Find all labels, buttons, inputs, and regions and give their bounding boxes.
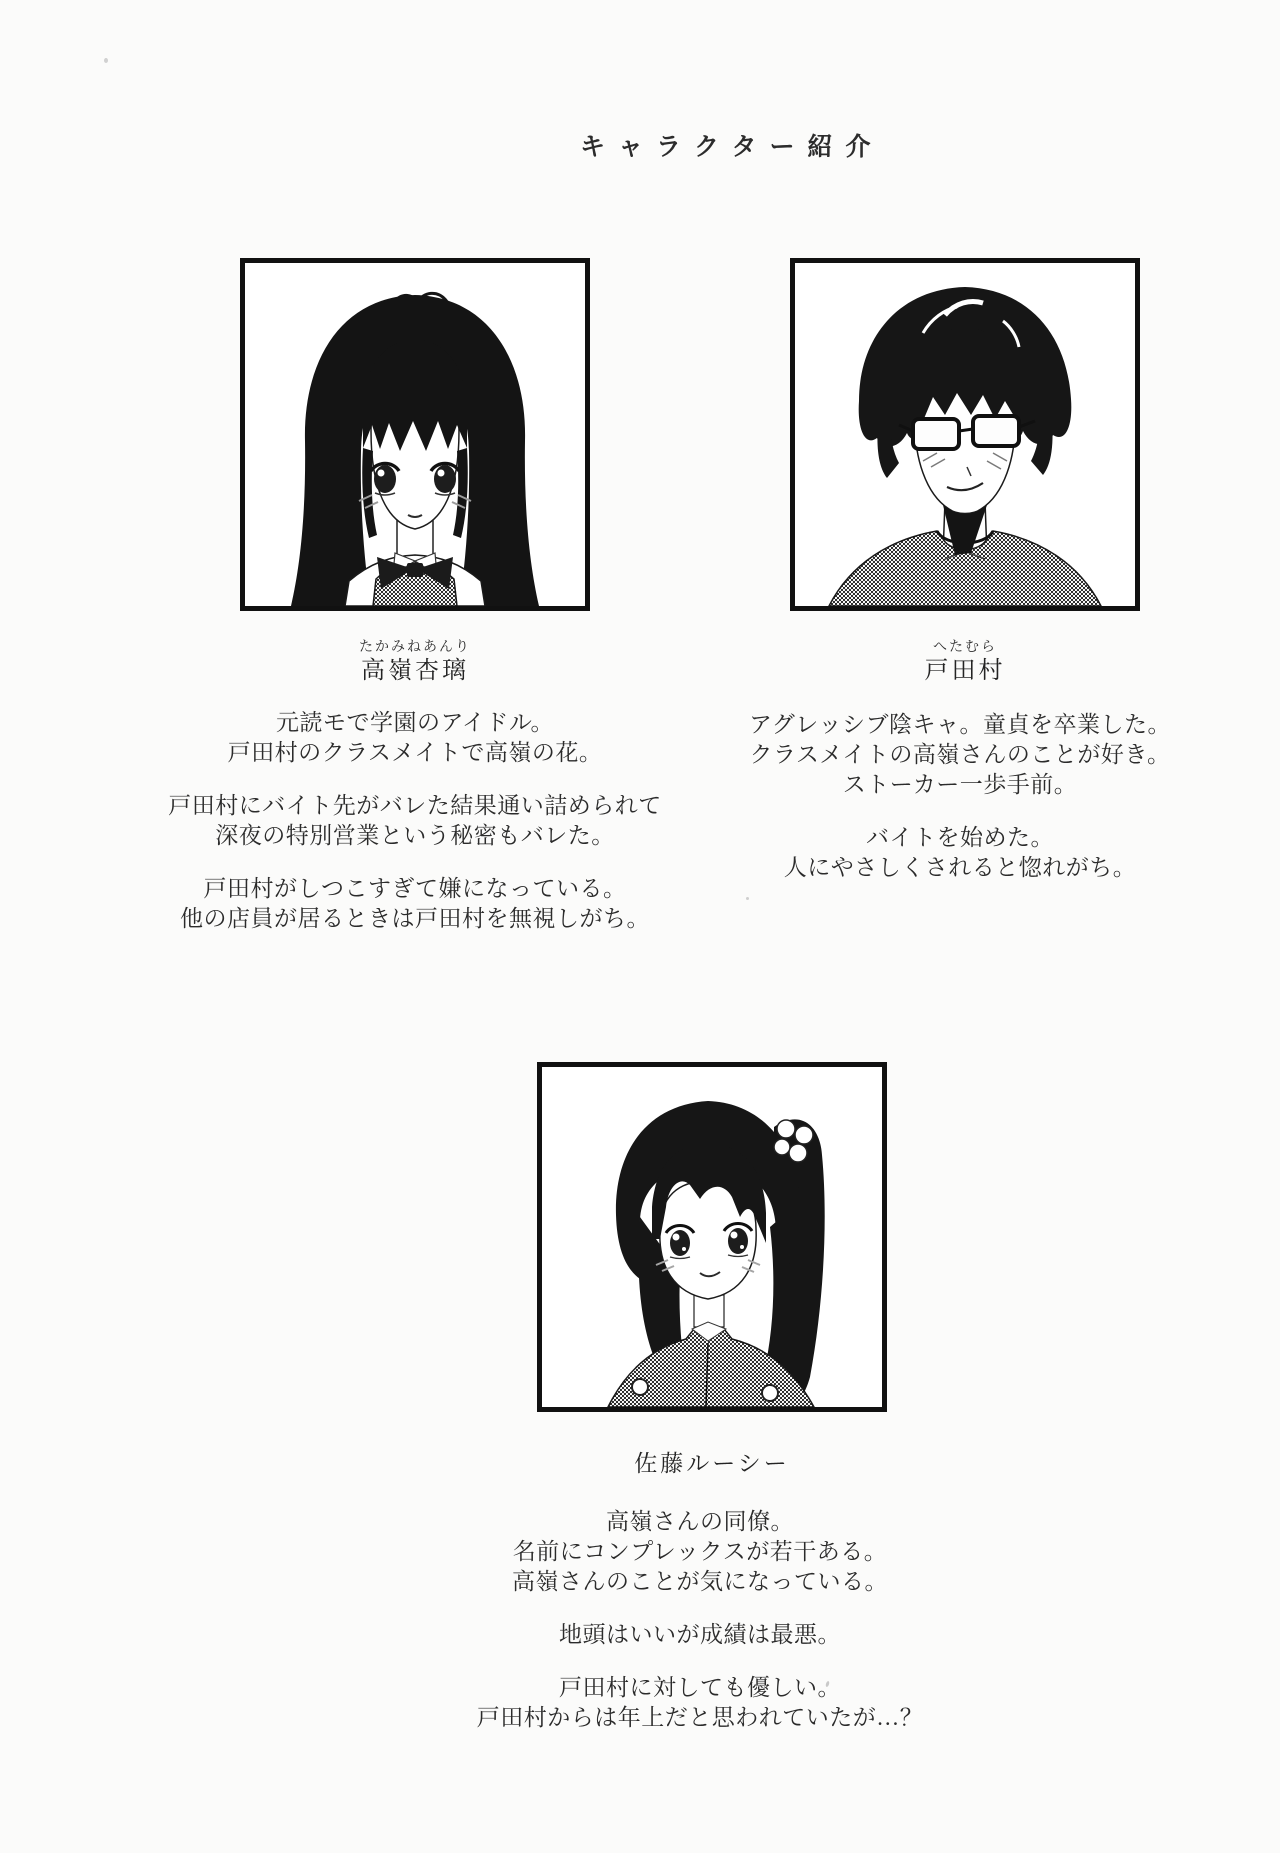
- description-line: ストーカー一歩手前。: [842, 772, 1078, 797]
- description-takamine: [115, 708, 715, 934]
- description-line: 他の店員が居るときは戸田村を無視しがち。: [180, 906, 650, 931]
- description-line: 深夜の特別営業という秘密もバレた。: [215, 823, 615, 848]
- description-line: 地頭はいいが成績は最悪。: [559, 1622, 841, 1647]
- name-takamine-kanji: 高嶺杏璃: [361, 658, 469, 684]
- description-lucy: [400, 1507, 1000, 1733]
- description-gap: [400, 1597, 1000, 1620]
- page-title: キャラクター紹介: [580, 133, 884, 161]
- name-lucy: [537, 1448, 887, 1477]
- description-todamura: [660, 710, 1260, 883]
- portrait-lucy-image: [542, 1067, 882, 1407]
- name-takamine: [240, 640, 590, 685]
- description-line: 名前にコンプレックスが若干ある。: [512, 1539, 888, 1564]
- description-line: 戸田村に対しても優しい。: [559, 1675, 841, 1700]
- description-gap: [400, 1650, 1000, 1673]
- description-line: 元読モで学園のアイドル。: [275, 710, 555, 735]
- name-lucy-text: 佐藤ルーシー: [634, 1451, 790, 1476]
- description-line: 高嶺さんのことが気になっている。: [512, 1569, 888, 1594]
- name-todamura-kanji: 戸田村: [924, 658, 1006, 684]
- scan-speckle: [746, 897, 749, 900]
- description-line: バイトを始めた。: [866, 825, 1054, 850]
- description-line: 人にやさしくされると惚れがち。: [783, 855, 1137, 880]
- portrait-todamura-image: [795, 263, 1135, 606]
- portrait-box-lucy: [537, 1062, 887, 1412]
- portrait-takamine-image: [245, 263, 585, 606]
- description-line: 戸田村がしつこすぎて嫌になっている。: [203, 876, 627, 901]
- description-gap: [115, 768, 715, 791]
- jacket-button-left: [632, 1379, 648, 1395]
- portrait-box-takamine: [240, 258, 590, 611]
- description-gap: [115, 851, 715, 874]
- furigana-takamine: たかみねあんり: [359, 640, 471, 655]
- jacket-button-right: [762, 1385, 778, 1401]
- description-line: 戸田村のクラスメイトで高嶺の花。: [227, 740, 603, 765]
- name-todamura: [790, 640, 1140, 685]
- description-line: 戸田村にバイト先がバレた結果通い詰められて: [168, 793, 662, 818]
- description-line: 戸田村からは年上だと思われていたが…？: [476, 1705, 924, 1730]
- portrait-box-todamura: [790, 258, 1140, 611]
- description-line: 高嶺さんの同僚。: [606, 1509, 794, 1534]
- description-gap: [660, 800, 1260, 823]
- scan-speckle: [104, 58, 108, 63]
- description-line: クラスメイトの高嶺さんのことが好き。: [749, 742, 1171, 767]
- furigana-todamura: へたむら: [933, 640, 997, 655]
- description-line: アグレッシブ陰キャ。童貞を卒業した。: [748, 712, 1172, 737]
